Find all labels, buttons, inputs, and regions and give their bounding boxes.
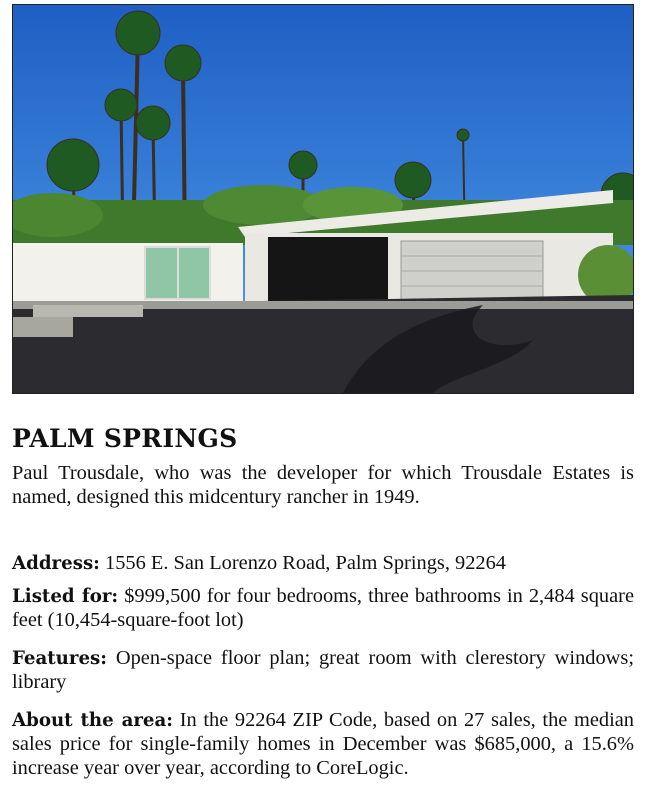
features-paragraph [12, 647, 634, 695]
listed-paragraph [12, 585, 634, 633]
address-label: Address: [12, 553, 100, 574]
address-paragraph [12, 552, 634, 576]
features-label: Features: [12, 648, 108, 669]
house-photo [12, 4, 634, 394]
headline: PALM SPRINGS [12, 424, 238, 453]
intro-paragraph: Paul Trousdale, who was the developer for which Trousdale Estates is named, designed this midcentury rancher in 1949. [12, 462, 634, 508]
listed-label: Listed for: [12, 586, 119, 607]
address-value: 1556 E. San Lorenzo Road, Palm Springs, 92264 [105, 552, 506, 574]
carport [268, 237, 388, 301]
listed-value: $999,500 for four bedrooms, three bathrooms in 2,484 square feet (10,454-square-foot lot) [12, 585, 634, 631]
area-paragraph [12, 709, 634, 780]
area-value: In the 92264 ZIP Code, based on 27 sales, the median sales price for single-family homes in December was $685,000, a 15.6% increase year over year, according to CoreLogic. [12, 709, 634, 779]
features-value: Open-space floor plan; great room with clerestory windows; library [12, 647, 634, 693]
area-label: About the area: [12, 710, 174, 731]
